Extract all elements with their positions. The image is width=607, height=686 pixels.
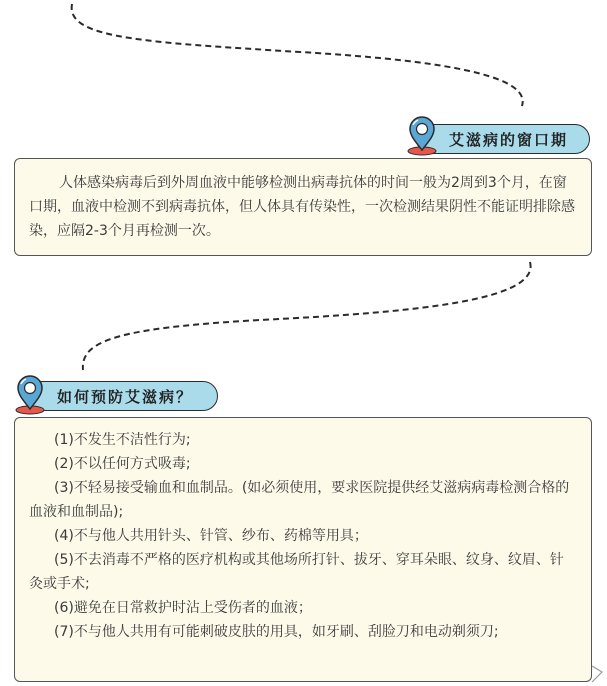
info-panel-window-period	[14, 158, 592, 256]
dashed-connector-middle	[83, 262, 531, 370]
location-pin-icon	[404, 116, 440, 156]
section-title-tag	[26, 381, 218, 411]
location-pin-icon	[12, 375, 48, 415]
info-panel-prevention	[14, 417, 592, 682]
list-item: (5)不去消毒不严格的医疗机构或其他场所打针、拔牙、穿耳朵眼、纹身、纹眉、针灸或手术;	[29, 552, 564, 592]
list-item: (6)避免在日常救护时沾上受伤者的血液；	[54, 600, 312, 616]
section-title: 如何预防艾滋病？	[57, 387, 194, 406]
list-item: (1)不发生不洁性行为;	[54, 432, 191, 448]
list-item: (7)不与他人共用有可能刺破皮肤的用具，如牙刷、刮脸刀和电动剃须刀;	[54, 624, 499, 640]
dashed-connector-top	[72, 4, 523, 106]
list-item: (3)不轻易接受输血和血制品。(如必须使用，要求医院提供经艾滋病病毒检测合格的血液和血制品);	[29, 480, 570, 520]
paragraph-window-period: 人体感染病毒后到外周血液中能够检测出病毒抗体的时间一般为2周到3个月，在窗口期，血液中检测不到病毒抗体，但人体具有传染性，一次检测结果阴性不能证明排除感染，应隔2-3个月再检测一次。	[29, 175, 575, 239]
list-item: (2)不以任何方式吸毒;	[54, 456, 191, 472]
list-item: (4)不与他人共用针头、针管、纱布、药棉等用具；	[54, 528, 368, 544]
section-title: 艾滋病的窗口期	[449, 130, 569, 149]
section-title-tag	[416, 124, 590, 154]
corner-mark-icon	[590, 664, 604, 684]
